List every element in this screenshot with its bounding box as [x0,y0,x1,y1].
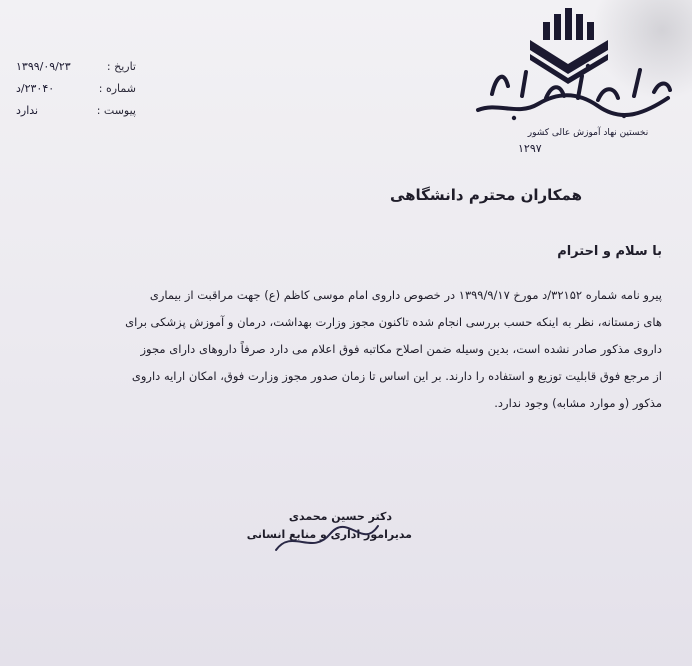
letter-body [30,282,662,417]
date-row [16,56,136,78]
number-value: ۲۳۰۴۰/د [16,82,55,95]
date-label: تاریخ : [106,60,136,73]
centennial-logo-mark [468,6,678,128]
emblem-icon [530,8,608,84]
number-row [16,78,136,100]
addressee-heading: همکاران محترم دانشگاهی [389,186,582,204]
number-label: شماره : [98,82,136,95]
handwritten-signature [272,520,382,560]
body-line: از مرجع فوق قابلیت توزیع و استفاده را دارند. بر این اساس تا زمان صدور مجوز وزارت فوق، امکان ارایه داروی [131,369,662,383]
signer-title: مدیرامور اداری و منابع انسانی [246,528,412,541]
body-line: داروی مذکور صادر نشده است، بدین وسیله ضمن اصلاح مکاتبه فوق اعلام می دارد صرفاً داروهای دارای مجوز [140,342,662,356]
greeting: با سلام و احترام [557,244,662,259]
date-value: ۱۳۹۹/۰۹/۲۳ [16,60,71,73]
logo-subtitle: نخستین نهاد آموزش عالی کشور [527,128,649,138]
signature-block [212,506,412,566]
attachment-row [16,100,136,122]
attachment-value: ندارد [16,104,39,117]
letter-meta [16,56,136,122]
body-line: های زمستانه، نظر به اینکه حسب بررسی انجام شده تاکنون مجوز وزارت بهداشت، درمان و آموزش پزشکی برای [125,315,662,329]
signer-name: دکتر حسین محمدی [288,510,392,523]
body-line: پیرو نامه شماره ۳۲۱۵۲/د مورخ ۱۳۹۹/۹/۱۷ در خصوص داروی امام موسی کاظم (ع) جهت مراقبت از بیماری [149,288,662,302]
attachment-label: پیوست : [96,104,136,117]
body-line: مذکور (و موارد مشابه) وجود ندارد. [494,396,662,410]
university-logo [468,6,678,156]
logo-year: ۱۲۹۷ [518,142,542,155]
